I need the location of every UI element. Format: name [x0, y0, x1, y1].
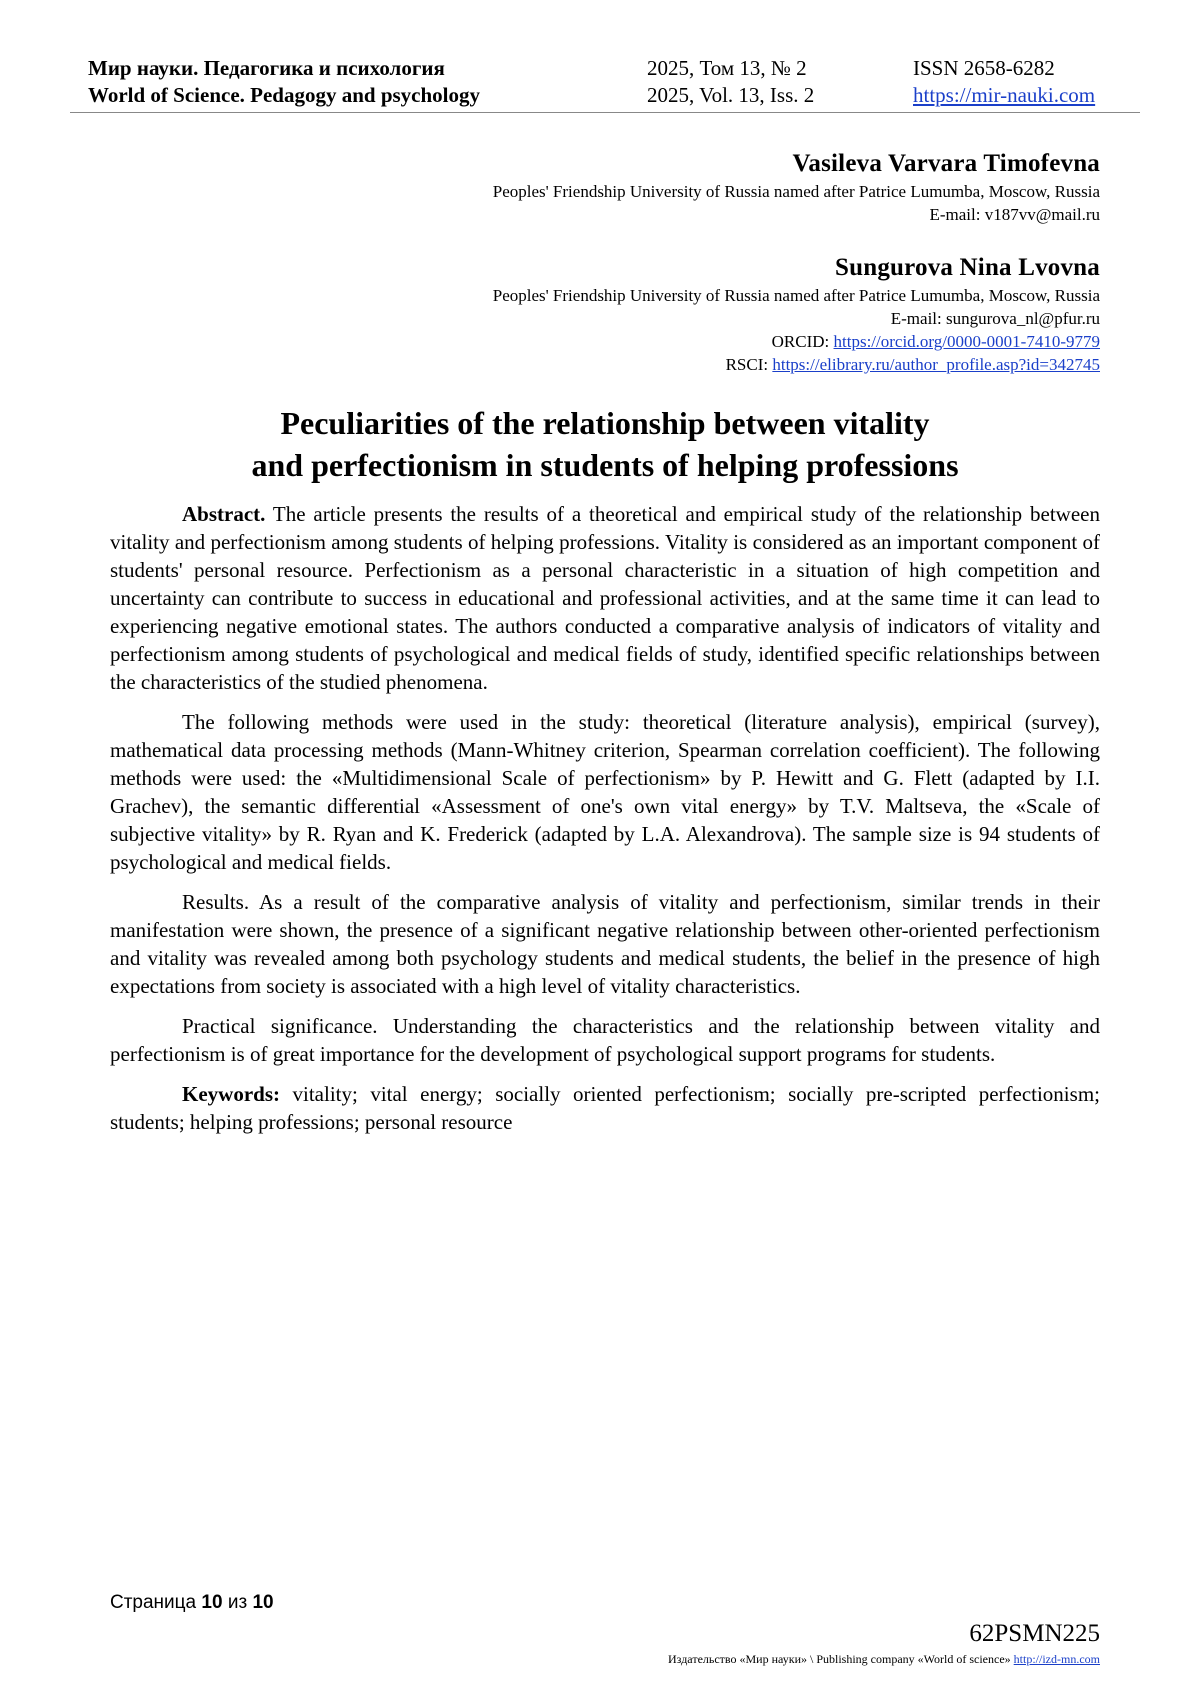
author-name: Sungurova Nina Lvovna: [835, 254, 1100, 281]
page-word: Страница: [110, 1592, 202, 1613]
orcid-label: ORCID:: [771, 332, 834, 351]
issue-info-en: 2025, Vol. 13, Iss. 2: [647, 83, 815, 107]
author-email: E-mail: v187vv@mail.ru: [929, 205, 1100, 224]
header-divider: [70, 112, 1140, 113]
abstract-section: [110, 500, 1100, 1148]
journal-header: [88, 55, 1120, 111]
keywords-paragraph: [110, 1080, 1100, 1136]
journal-title-en: World of Science. Pedagogy and psychology: [88, 83, 481, 107]
article-title-line-2: and perfectionism in students of helping professions: [251, 447, 959, 483]
author-rsci: [330, 353, 1100, 376]
page-number: [110, 1591, 274, 1615]
keywords-text: vitality; vital energy; socially oriented perfectionism; socially pre-scripted perfectionism; students; helping professions; personal resource: [110, 1082, 1100, 1134]
author-name: Vasileva Varvara Timofevna: [792, 150, 1100, 177]
abstract-paragraph-4: Practical significance. Understanding the characteristics and the relationship between vitality and perfectionism is of great importance for the development of psychological support programs for students.: [110, 1014, 1100, 1066]
article-title: [110, 402, 1100, 486]
abstract-paragraph-2: The following methods were used in the study: theoretical (literature analysis), empirical (survey), mathematical data processing methods (Mann-Whitney criterion, Spearman correlation coefficient). The following methods were used: the «Multidimensional Scale of perfectionism» by P. Hewitt and G. Flett (adapted by I.I. Grachev), the semantic differential «Assessment of one's own vital energy» by T.V. Maltseva, the «Scale of subjective vitality» by R. Ryan and K. Frederick (adapted by L.A. Alexandrova). The sample size is 94 students of psychological and medical fields.: [110, 710, 1100, 874]
keywords-label: Keywords:: [182, 1082, 280, 1106]
author-block-1: [330, 148, 1100, 226]
article-title-line-1: Peculiarities of the relationship between vitality: [280, 405, 930, 441]
author-block-2: [330, 252, 1100, 376]
abstract-paragraph-1: [110, 500, 1100, 696]
issue-info-ru: 2025, Том 13, № 2: [647, 56, 807, 80]
publisher-link[interactable]: http://izd-mn.com: [1013, 1652, 1100, 1666]
journal-title-ru: Мир науки. Педагогика и психология: [88, 56, 445, 80]
author-affiliation: Peoples' Friendship University of Russia named after Patrice Lumumba, Moscow, Russia: [492, 286, 1100, 305]
header-row-english: [88, 82, 1120, 108]
orcid-link[interactable]: https://orcid.org/0000-0001-7410-9779: [833, 332, 1100, 351]
abstract-text: The article presents the results of a theoretical and empirical study of the relationship between vitality and perfectionism among students of helping professions. Vitality is considered as an important component of students' personal resource. Perfectionism as a personal characteristic in a situation of high competition and uncertainty can contribute to success in educational and professional activities, and at the same time it can lead to experiencing negative emotional states. The authors conducted a comparative analysis of indicators of vitality and perfectionism among students of psychological and medical fields of study, identified specific relationships between the characteristics of the studied phenomena.: [110, 502, 1100, 694]
publisher-line: [668, 1651, 1100, 1667]
author-orcid: [330, 330, 1100, 353]
rsci-link[interactable]: https://elibrary.ru/author_profile.asp?id=342745: [772, 355, 1100, 374]
article-code: 62PSMN225: [969, 1620, 1100, 1647]
page-current: 10: [201, 1592, 223, 1613]
publisher-text: Издательство «Мир науки» \ Publishing company «World of science»: [668, 1652, 1014, 1666]
page-total: 10: [252, 1592, 274, 1613]
issn: ISSN 2658-6282: [913, 56, 1055, 80]
abstract-label: Abstract.: [182, 502, 266, 526]
page-of: из: [222, 1592, 253, 1613]
author-email: E-mail: sungurova_nl@pfur.ru: [890, 309, 1100, 328]
abstract-paragraph-3: Results. As a result of the comparative analysis of vitality and perfectionism, similar trends in their manifestation were shown, the presence of a significant negative relationship between other-oriented perfectionism and vitality was revealed among both psychology students and medical students, the belief in the presence of high expectations from society is associated with a high level of vitality characteristics.: [110, 890, 1100, 998]
journal-site-link[interactable]: https://mir-nauki.com: [913, 83, 1096, 107]
author-affiliation: Peoples' Friendship University of Russia named after Patrice Lumumba, Moscow, Russia: [492, 182, 1100, 201]
rsci-label: RSCI:: [725, 355, 773, 374]
header-row-russian: [88, 55, 1120, 81]
